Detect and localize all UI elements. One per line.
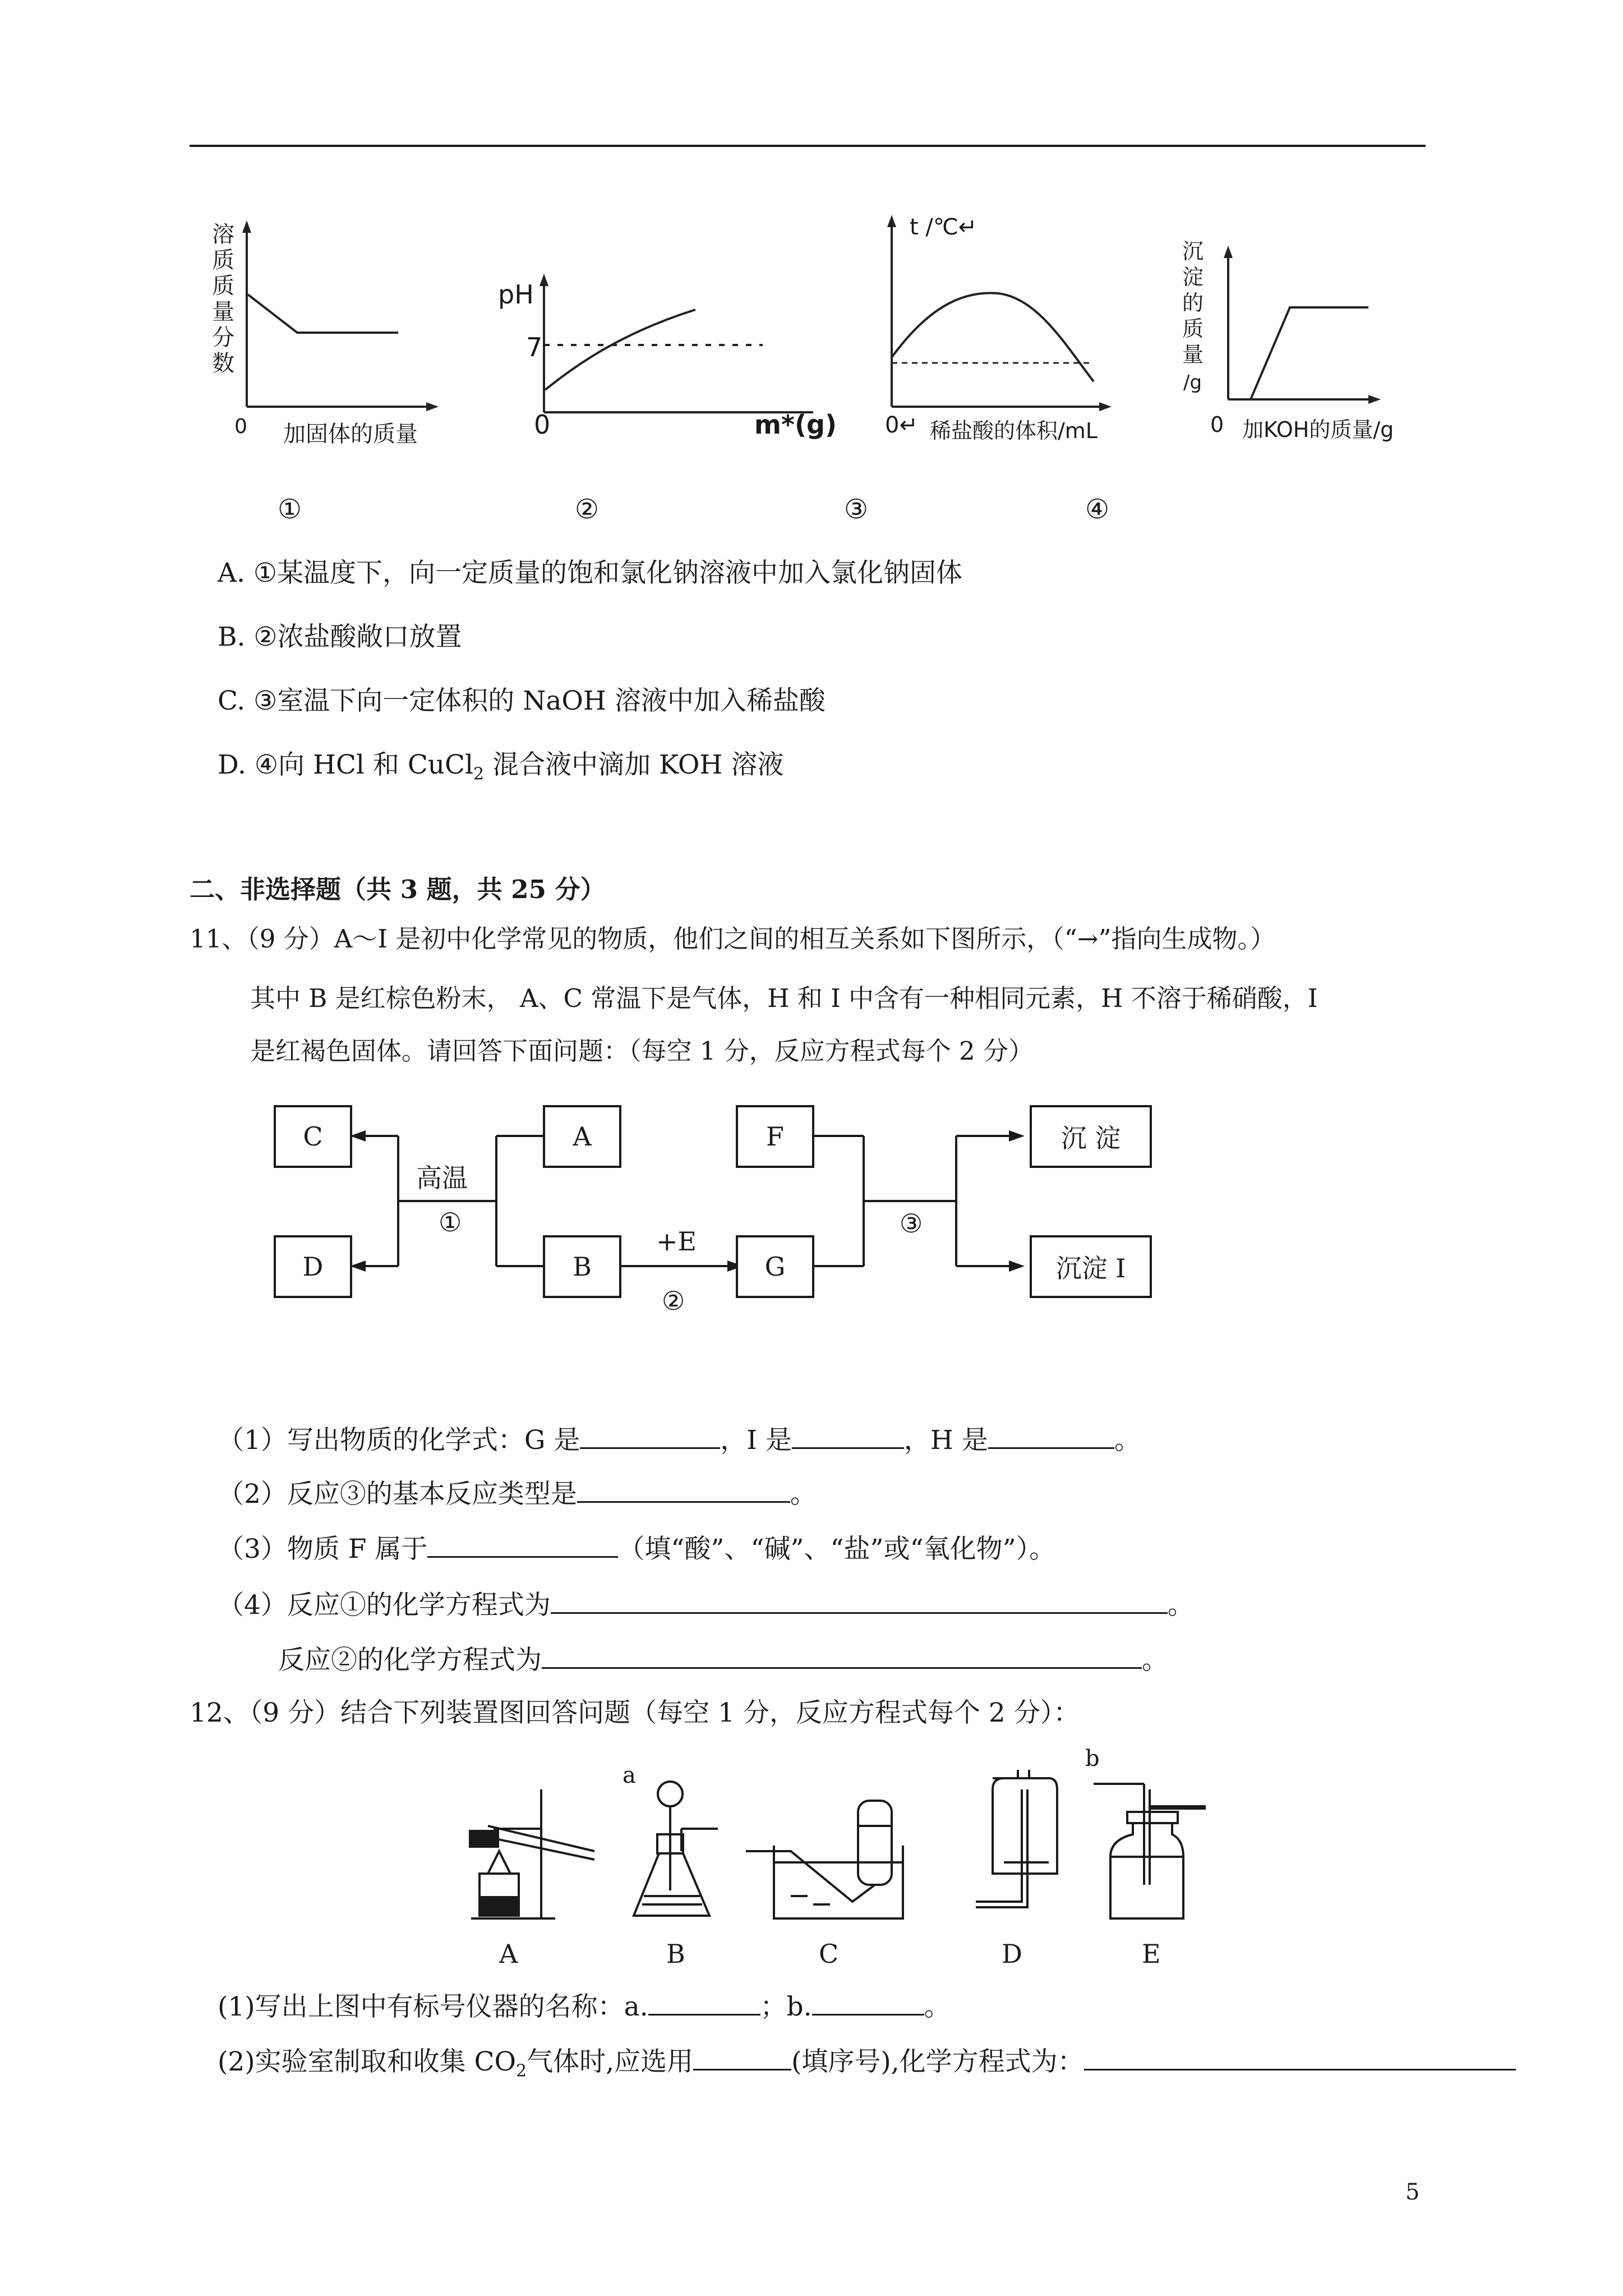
graph-3-xlabel: 稀盐酸的体积/mL: [930, 418, 1098, 443]
box-precipitate: 沉 淀: [1030, 1105, 1152, 1168]
box-f: F: [736, 1105, 814, 1168]
graph-2-number: ②: [575, 494, 600, 525]
reaction-2-reagent: +E: [656, 1226, 697, 1257]
q11-sub-4b: 反应②的化学方程式为 。: [278, 1642, 1168, 1677]
answer-blank-g[interactable]: [580, 1423, 720, 1449]
box-c: C: [274, 1105, 352, 1168]
box-g: G: [736, 1235, 814, 1298]
option-d: D. ④向 HCl 和 CuCl$_2$ 混合液中滴加 KOH 溶液: [218, 749, 784, 784]
apparatus-e: [1094, 1773, 1217, 1930]
apparatus-e-label: E: [1142, 1939, 1161, 1969]
answer-blank-instrument-b[interactable]: [812, 1989, 924, 2016]
box-precipitate-i: 沉淀 I: [1030, 1235, 1152, 1298]
q11-sub-4a: （4）反应①的化学方程式为 。: [218, 1588, 1194, 1622]
option-c: C. ③室温下向一定体积的 NaOH 溶液中加入稀盐酸: [218, 685, 826, 716]
answer-blank-co2-equation[interactable]: [1084, 2044, 1516, 2070]
apparatus-a: [460, 1784, 600, 1930]
graph-3-ylabel: t /℃↵: [910, 214, 978, 240]
option-a: A. ①某温度下，向一定质量的饱和氯化钠溶液中加入氯化钠固体: [218, 558, 962, 588]
apparatus-c-label: C: [819, 1939, 839, 1969]
apparatus-b: [628, 1778, 729, 1930]
option-b: B. ②浓盐酸敞口放置: [218, 622, 462, 652]
q12-sub-1: (1)写出上图中有标号仪器的名称：a. ；b. 。: [218, 1989, 951, 2024]
graph-3-number: ③: [844, 494, 869, 525]
graph-1-xlabel: 加固体的质量: [283, 421, 418, 447]
graph-4-ylabel-4: 质: [1182, 316, 1204, 341]
graph-2: [499, 264, 858, 432]
label-a-instrument: a: [623, 1763, 636, 1788]
graph-4-ylabel-2: 淀: [1182, 265, 1204, 289]
header-rule: [190, 145, 1426, 147]
apparatus-c: [740, 1784, 920, 1930]
graph-4-xlabel: 加KOH的质量/g: [1242, 417, 1394, 442]
graph-4-origin: 0: [1210, 412, 1224, 437]
box-b: B: [543, 1235, 621, 1298]
graph-3: [875, 210, 1122, 429]
graph-4-ylabel-3: 的: [1182, 291, 1204, 315]
graph-4-ylabel-5: 量: [1182, 342, 1204, 367]
q11-line-1: 11、（9 分）A～I 是初中化学常见的物质，他们之间的相互关系如下图所示，（“→”指向生成物。）: [190, 924, 1275, 954]
graph-2-xlabel: m*(g): [754, 409, 837, 440]
graph-3-origin: 0↵: [885, 412, 918, 438]
answer-blank-i[interactable]: [792, 1423, 904, 1449]
answer-blank-reaction-type[interactable]: [577, 1476, 790, 1503]
answer-blank-apparatus[interactable]: [693, 2044, 791, 2070]
answer-blank-instrument-a[interactable]: [648, 1989, 760, 2016]
apparatus-a-label: A: [499, 1939, 518, 1969]
graph-2-seven: 7: [526, 332, 543, 362]
box-d: D: [274, 1235, 352, 1298]
apparatus-d: [965, 1767, 1077, 1930]
apparatus-d-label: D: [1002, 1939, 1022, 1969]
q11-line-2: 其中 B 是红棕色粉末， A、C 常温下是气体，H 和 I 中含有一种相同元素，H 不溶于稀硝酸，I: [250, 983, 1318, 1013]
graph-2-origin: 0: [534, 409, 551, 440]
answer-blank-equation-1[interactable]: [551, 1588, 1168, 1614]
answer-blank-f-type[interactable]: [427, 1531, 618, 1558]
graph-1-origin: 0: [234, 415, 247, 438]
q11-sub-3: （3）物质 F 属于 （填“酸”、“碱”、“盐”或“氧化物”）。: [218, 1531, 1055, 1566]
section-2-title: 二、非选择题（共 3 题，共 25 分）: [190, 875, 606, 904]
answer-blank-h[interactable]: [988, 1423, 1114, 1449]
q11-line-3: 是红褐色固体。请回答下面问题：（每空 1 分，反应方程式每个 2 分）: [250, 1036, 1034, 1066]
reaction-3-number: ③: [900, 1208, 923, 1239]
reaction-1-number: ①: [439, 1207, 462, 1237]
reaction-2-number: ②: [662, 1286, 685, 1316]
q11-sub-2: （2）反应③的基本反应类型是 。: [218, 1476, 817, 1511]
graph-1-number: ①: [278, 494, 302, 525]
label-b-instrument: b: [1085, 1746, 1100, 1772]
graph-4-ylabel-6: /g: [1183, 371, 1202, 394]
graph-2-ylabel: pH: [498, 279, 534, 310]
graph-4: [1206, 241, 1441, 415]
graph-4-ylabel-1: 沉: [1182, 239, 1204, 264]
q12-line-1: 12、（9 分）结合下列装置图回答问题（每空 1 分，反应方程式每个 2 分）：: [190, 1697, 1080, 1728]
box-a: A: [543, 1105, 621, 1168]
graph-4-number: ④: [1085, 494, 1110, 525]
apparatus-b-label: B: [666, 1939, 685, 1969]
reaction-1-condition: 高温: [416, 1163, 468, 1193]
q11-sub-1: （1）写出物质的化学式：G 是 ，I 是 ，H 是 。: [218, 1423, 1141, 1457]
answer-blank-equation-2[interactable]: [542, 1642, 1142, 1669]
page-number: 5: [1405, 2179, 1420, 2205]
q12-sub-2: (2)实验室制取和收集 $CO_2$气体时,应选用 (填序号),化学方程式为：: [218, 2044, 1516, 2088]
graph-1-ylabel: 溶质质量分数: [212, 222, 234, 376]
